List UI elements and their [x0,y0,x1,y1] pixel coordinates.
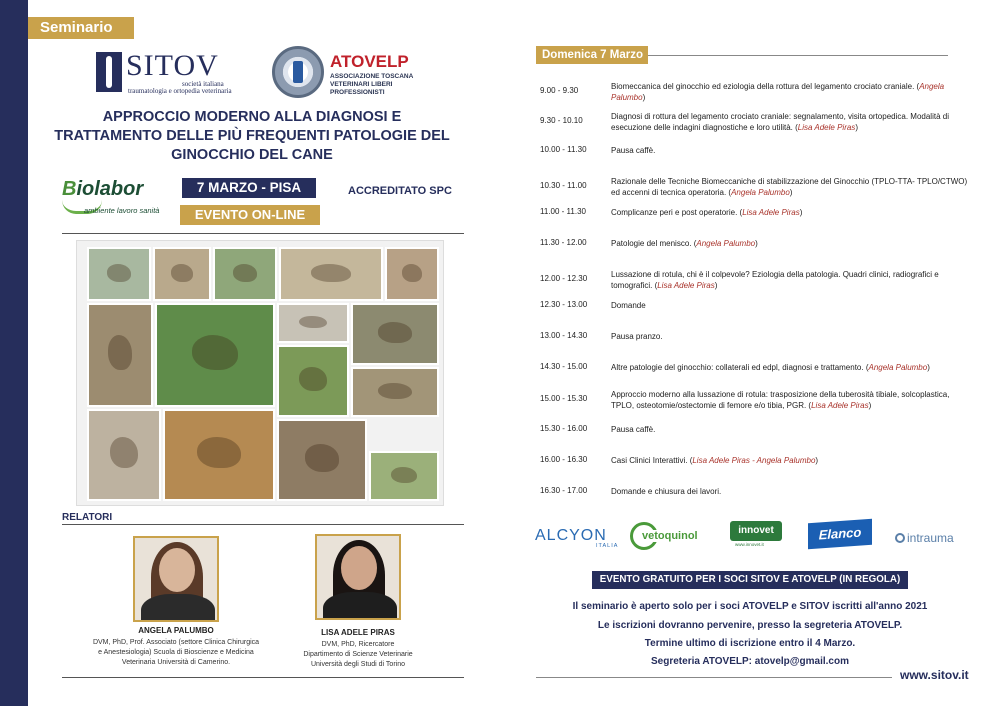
dog-photo [279,247,383,301]
schedule-text-after: ) [815,456,819,465]
event-title-line-1: APPROCCIO MODERNO ALLA DIAGNOSI E [102,109,402,125]
atovelp-seal-icon [272,46,324,98]
biolabor-initial: B [62,178,77,200]
schedule-description [611,331,971,342]
dog-photo [369,451,439,501]
schedule-time: 10.30 - 11.00 [540,181,587,190]
schedule-text-after: ) [799,208,803,217]
schedule-speaker: Angela Palumbo [731,188,790,197]
schedule-text: Altre patologie del ginocchio: collaterali ed edpl, diagnosi e trattamento. ( [611,363,869,372]
divider [62,233,464,234]
schedule-time: 16.00 - 16.30 [540,455,588,464]
atovelp-subtitle-2: VETERINARI LIBERI PROFESSIONISTI [330,81,393,96]
dog-photo [277,345,349,417]
schedule-time: 9.00 - 9.30 [540,86,579,95]
innovet-logo-url: www.innovet.it [735,542,764,547]
schedule-speaker: Lisa Adele Piras [657,281,715,290]
info-line: Il seminario è aperto solo per i soci ATOVELP e SITOV iscritti all'anno 2021 [572,601,928,612]
schedule-description [611,238,971,249]
vetoquinol-logo-text: vetoquinol [642,530,698,542]
schedule-text: Lussazione di rotula, chi è il colpevole? Eziologia della patologia. Quadri clinici, radiografici e tomografici. ( [611,270,939,290]
event-title-line-2: TRATTAMENTO DELLE PIÙ FREQUENTI PATOLOGIE DEL [54,128,450,144]
dog-photo [277,419,367,501]
schedule-speaker: Angela Palumbo [696,239,756,248]
schedule-description [611,300,971,311]
sitov-logo [96,50,234,96]
dog-photo [213,247,277,301]
sitov-subtitle-2: traumatologia e ortopedia veterinaria [128,87,232,95]
speaker-desc-line: Dipartimento di Scienze Veterinarie [303,651,413,658]
avatar [133,536,219,622]
schedule-time: 14.30 - 15.00 [540,362,588,371]
schedule-text: Approccio moderno alla lussazione di rotula: trasposizione della tuberosità tibiale, solcoplastica, TPLO, osteotomie/ostectomie di femore e/o tibia, PGR. ( [611,390,950,410]
atovelp-subtitle-1: ASSOCIAZIONE TOSCANA [330,73,414,80]
schedule-description [611,389,971,411]
schedule-text-after: ) [642,93,646,102]
sitov-logo-text: SITOV [126,49,219,82]
dog-photo [163,409,275,501]
schedule-time: 11.00 - 11.30 [540,207,586,216]
schedule-time: 9.30 - 10.10 [540,116,583,125]
schedule-text: Domande e chiusura dei lavori. [611,487,722,496]
schedule-text: Complicanze peri e post operatorie. ( [611,208,743,217]
elanco-logo: Elanco [808,519,872,549]
schedule-text-after: ) [855,123,858,132]
schedule-description [611,424,971,435]
event-title [40,108,464,165]
biolabor-logo-text [62,178,143,201]
sitov-subtitle-1: società italiana [182,80,224,88]
intrauma-mark-icon [895,533,905,543]
divider [62,524,464,525]
atovelp-logo-text: ATOVELP [330,52,409,71]
schedule-text-after: ) [789,188,793,197]
divider [62,677,464,678]
speaker-name: ANGELA PALUMBO [138,626,214,635]
schedule-text: Domande [611,301,646,310]
schedule-text: Pausa pranzo. [611,332,663,341]
divider [648,55,948,56]
biolabor-rest: iolabor [76,178,144,200]
biolabor-logo [62,178,162,218]
schedule-speaker: Lisa Adele Piras [811,401,869,410]
schedule-description [611,455,971,466]
speaker-desc-line: e Anestesiologia) Scuola di Bioscienze e Medicina [98,649,254,656]
dog-photo [155,303,275,407]
schedule-time: 15.30 - 16.00 [540,424,588,433]
schedule-speaker: Lisa Adele Piras - Angela Palumbo [692,456,816,465]
alcyon-logo-subtitle: ITALIA [596,543,619,549]
atovelp-logo [272,46,432,98]
innovet-logo: innovet [730,521,782,541]
divider [536,677,892,678]
schedule-time: 16.30 - 17.00 [540,486,588,495]
schedule-time: 15.00 - 15.30 [540,394,588,403]
dog-photo [87,409,161,501]
schedule-day-label: Domenica 7 Marzo [536,46,648,64]
schedule-text: Diagnosi di rottura del legamento crociato craniale: segnalamento, visita ortopedica. Modalità di esecuzione delle indagini diagnostiche e loro utilità. ( [611,112,949,132]
dog-photo-collage [76,240,444,506]
sitov-logo-mark [96,52,122,92]
speaker-desc-line: DVM, PhD, Prof. Associato (settore Clinica Chirurgica [92,639,260,646]
atovelp-subtitle [330,73,432,97]
alcyon-logo: ALCYON [535,527,607,544]
schedule-text-after: ) [714,281,718,290]
intrauma-logo-text: intrauma [907,531,954,545]
left-edge-bar [0,0,28,706]
dog-photo [351,303,439,365]
schedule-speaker: Lisa Adele Piras [797,123,856,132]
speaker-name: LISA ADELE PIRAS [321,628,395,637]
speaker-desc-line: Veterinaria Università di Camerino. [121,659,231,666]
schedule-text-after: ) [927,363,930,372]
schedule-time: 11.30 - 12.00 [540,238,587,247]
schedule-text: Razionale delle Tecniche Biomeccaniche di stabilizzazione del Ginocchio (TPLO-TTA- TPLO/CTWO) ed accenni di tecnica operatoria. ( [611,177,968,197]
event-mode-badge: EVENTO ON-LINE [180,205,320,225]
schedule-description [611,145,971,156]
schedule-text-after: ) [755,239,758,248]
speakers-title: RELATORI [62,512,113,523]
schedule-time: 12.00 - 12.30 [540,274,588,283]
schedule-speaker: Angela Palumbo [868,363,928,372]
schedule-text: Patologie del menisco. ( [611,239,697,248]
speaker-desc-line: Università degli Studi di Torino [310,661,406,668]
schedule-text: Biomeccanica del ginocchio ed eziologia della rottura del legamento crociato craniale. ( [611,82,920,91]
dog-photo [153,247,211,301]
schedule-time: 10.00 - 11.30 [540,145,587,154]
dog-photo [87,303,153,407]
dog-photo [87,247,151,301]
schedule-description [611,81,971,103]
info-line: Termine ultimo di iscrizione entro il 4 Marzo. [644,638,856,649]
speaker-description [268,640,448,670]
schedule-description [611,362,971,373]
vetoquinol-logo [630,522,702,550]
event-date-place: 7 MARZO - PISA [182,178,316,198]
schedule-time: 12.30 - 13.00 [540,300,588,309]
website-link[interactable]: www.sitov.it [900,668,969,682]
schedule-description [611,207,971,218]
avatar [315,534,401,620]
speaker-desc-line: DVM, PhD, Ricercatore [321,641,395,648]
speaker-description [70,638,282,668]
schedule-description [611,176,971,198]
schedule-speaker: Lisa Adele Piras [742,208,800,217]
dog-photo [351,367,439,417]
seminar-label: Seminario [28,17,134,39]
schedule-text: Pausa caffè. [611,146,656,155]
biolabor-tagline: ambiente lavoro sanità [84,206,160,215]
event-title-line-3: GINOCCHIO DEL CANE [171,147,333,163]
schedule-description [611,269,971,291]
dog-photo [385,247,439,301]
schedule-text: Pausa caffè. [611,425,656,434]
intrauma-logo [895,531,954,545]
info-line: Segreteria ATOVELP: atovelp@gmail.com [651,656,849,667]
schedule-description [611,111,971,133]
schedule-speaker: Angela Palumbo [611,82,945,102]
info-line: Le iscrizioni dovranno pervenire, presso la segreteria ATOVELP. [597,620,903,631]
schedule-description [611,486,971,497]
schedule-text-after: ) [868,401,872,410]
accreditation-label: ACCREDITATO SPC [348,185,452,197]
free-event-banner: EVENTO GRATUITO PER I SOCI SITOV E ATOVELP (IN REGOLA) [592,571,908,589]
schedule-time: 13.00 - 14.30 [540,331,588,340]
dog-photo [277,303,349,343]
schedule-text: Casi Clinici Interattivi. ( [611,456,693,465]
